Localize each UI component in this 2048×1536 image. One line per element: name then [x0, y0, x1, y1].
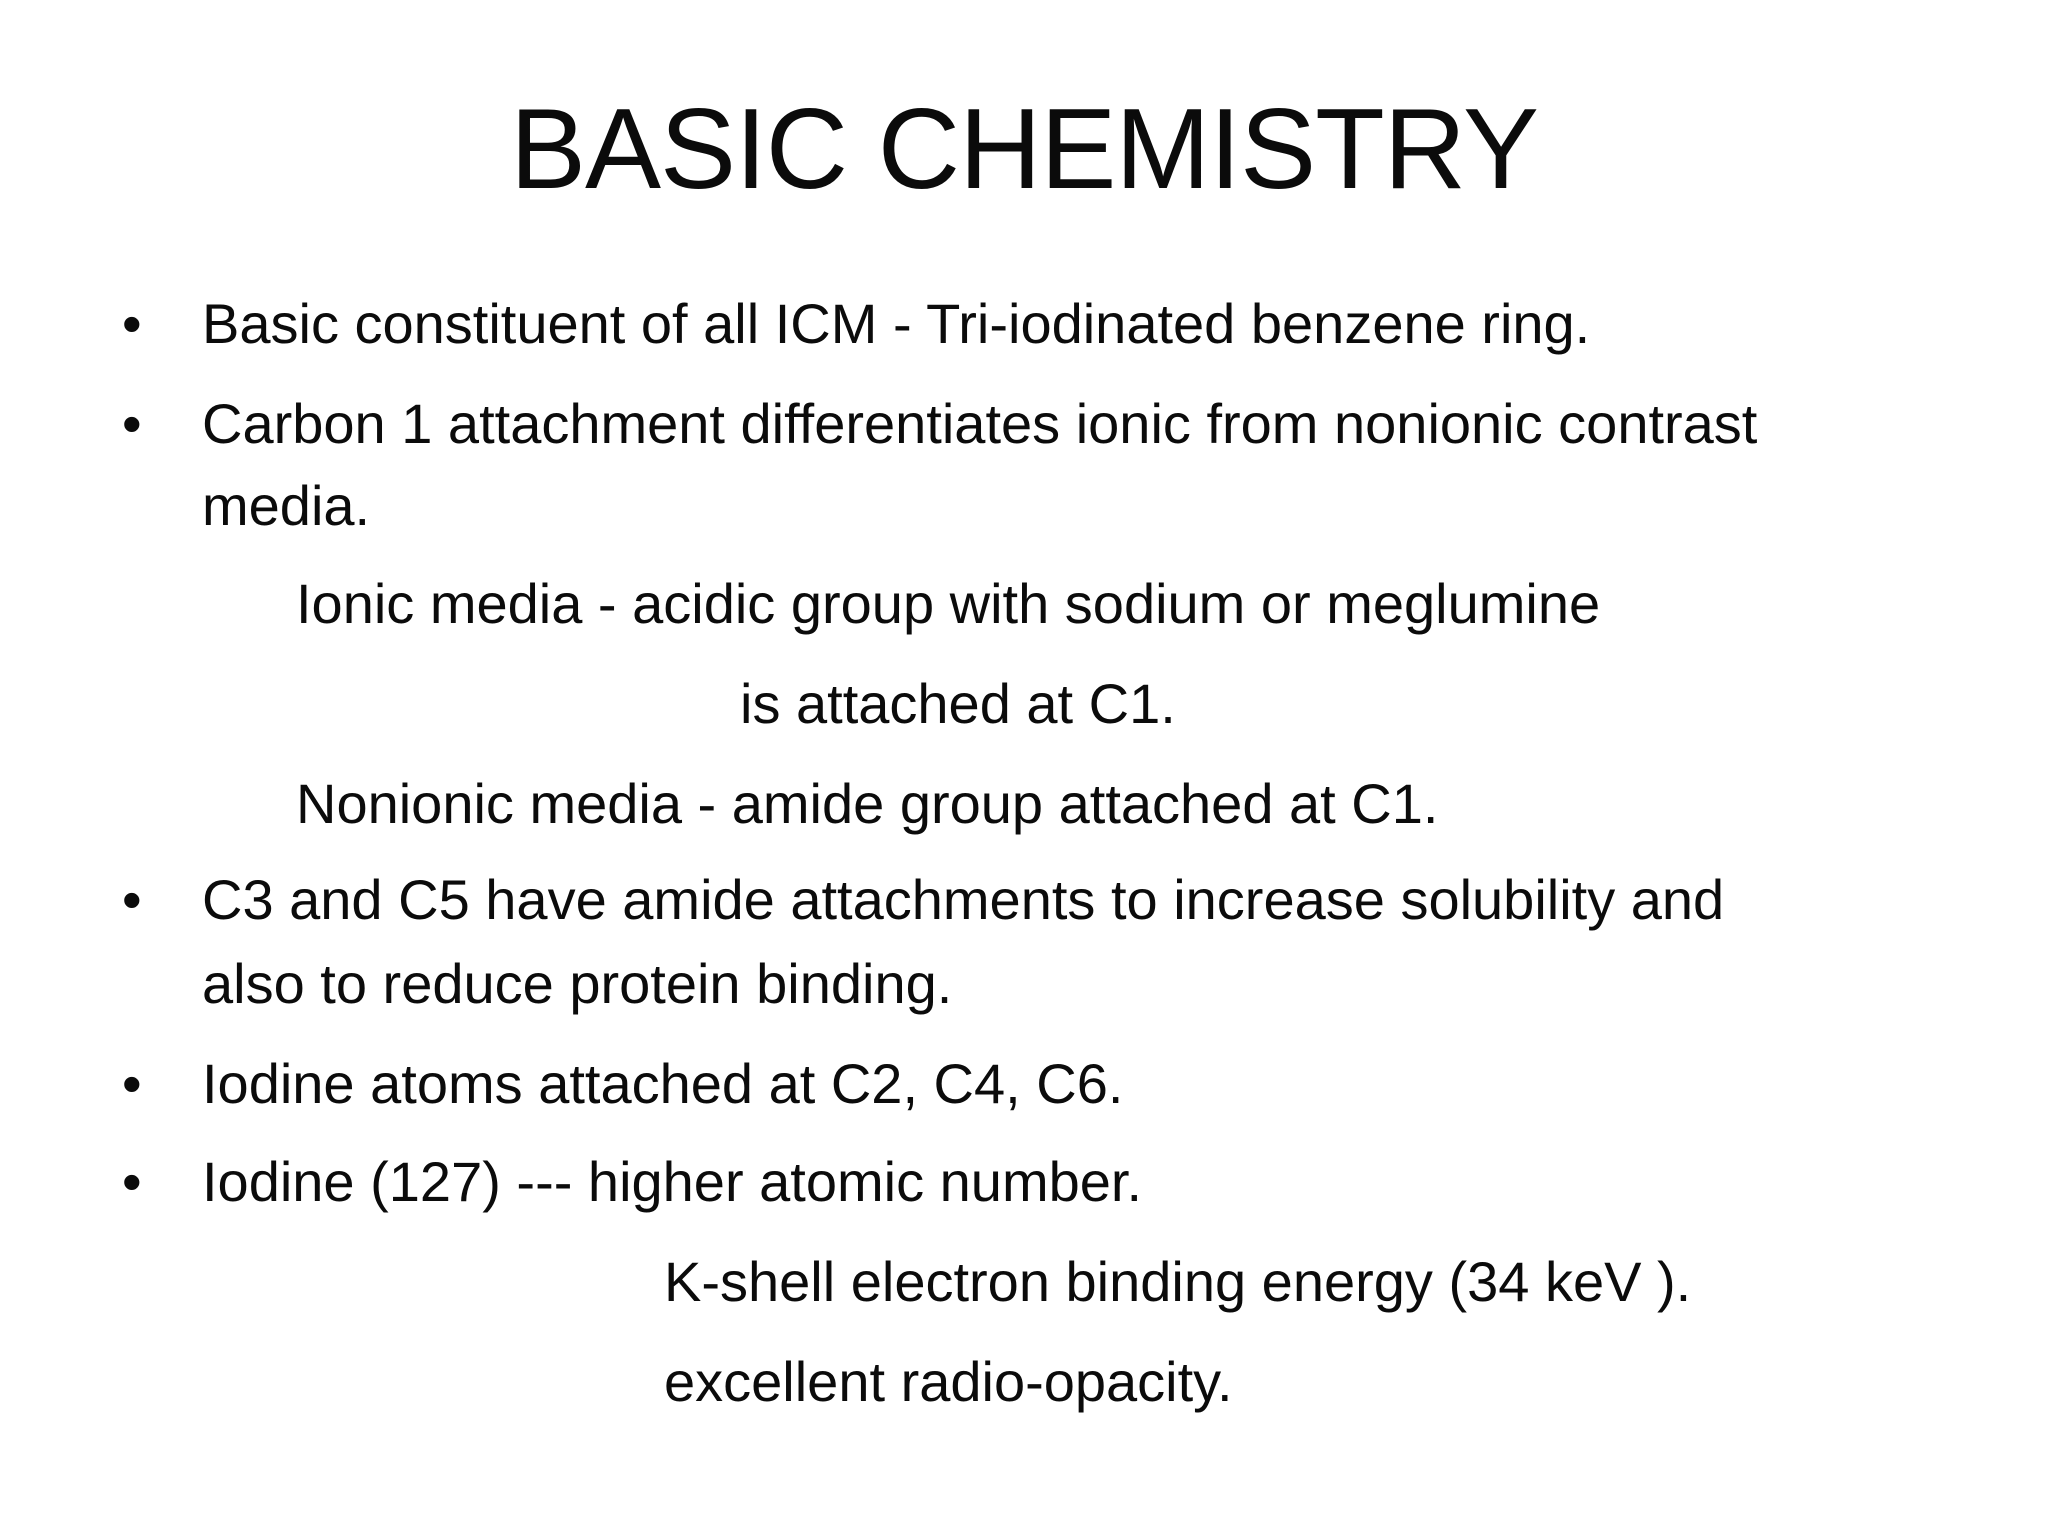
- bullet-1-line-1: Basic constituent of all ICM - Tri-iodinated benzene ring.: [202, 292, 1591, 355]
- bullet-3-line-2: also to reduce protein binding.: [202, 952, 953, 1015]
- bullet-2-line-2: media.: [202, 474, 371, 537]
- bullet-icon: •: [122, 292, 142, 355]
- bullet-5-line-1: Iodine (127) --- higher atomic number.: [202, 1150, 1142, 1213]
- bullet-2-sub-2: is attached at C1.: [740, 672, 1176, 735]
- bullet-4-line-1: Iodine atoms attached at C2, C4, C6.: [202, 1052, 1124, 1115]
- bullet-icon: •: [122, 868, 142, 931]
- bullet-5-sub-1: K-shell electron binding energy (34 keV ).: [664, 1250, 1692, 1313]
- bullet-icon: •: [122, 1150, 142, 1213]
- slide-title: BASIC CHEMISTRY: [509, 86, 1539, 213]
- bullet-icon: •: [122, 392, 142, 455]
- bullet-icon: •: [122, 1052, 142, 1115]
- bullet-3-line-1: C3 and C5 have amide attachments to increase solubility and: [202, 868, 1725, 931]
- bullet-2-sub-1: Ionic media - acidic group with sodium or meglumine: [296, 572, 1601, 635]
- bullet-2-line-1: Carbon 1 attachment differentiates ionic from nonionic contrast: [202, 392, 1758, 455]
- bullet-5-sub-2: excellent radio-opacity.: [664, 1350, 1233, 1413]
- bullet-2-sub-3: Nonionic media - amide group attached at C1.: [296, 772, 1439, 835]
